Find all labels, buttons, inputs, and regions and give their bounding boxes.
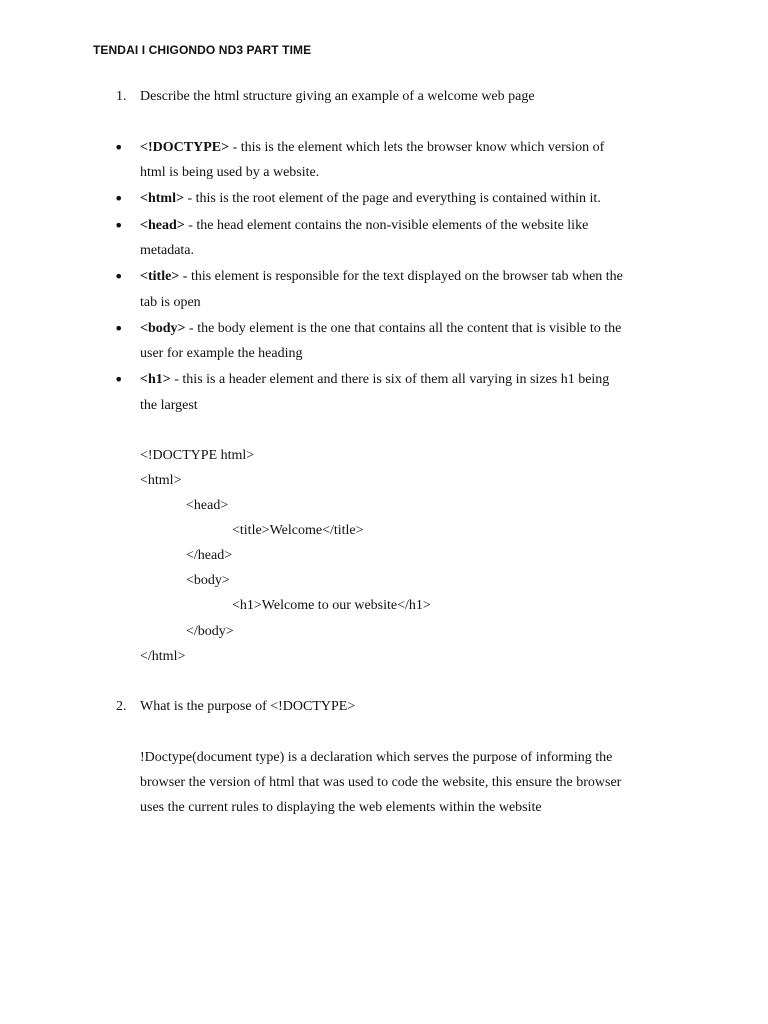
bullet-head-cont: metadata. — [140, 243, 195, 258]
bullet-body-cont: user for example the heading — [140, 346, 303, 361]
code-line: </html> — [140, 649, 186, 664]
bullet-tag: <html> — [140, 191, 184, 206]
bullet-h1-cont: the largest — [140, 398, 198, 413]
bullet-tag: <body> — [140, 321, 186, 336]
bullet-icon: • — [114, 319, 124, 338]
bullet-desc: - this is the element which lets the browser know which version of — [229, 140, 605, 155]
code-line: <h1>Welcome to our website</h1> — [232, 598, 431, 613]
bullet-icon: • — [114, 370, 124, 389]
question-2-text: What is the purpose of <!DOCTYPE> — [140, 699, 356, 714]
code-line: </head> — [186, 548, 233, 563]
bullet-doctype-cont: html is being used by a website. — [140, 165, 320, 180]
bullet-desc: - this is the root element of the page and everything is contained within it. — [183, 191, 601, 206]
code-line: <head> — [186, 498, 229, 513]
bullet-title-cont: tab is open — [140, 295, 201, 310]
bullet-desc: - the body element is the one that contains all the content that is visible to the — [185, 321, 622, 336]
bullet-head — [140, 217, 588, 235]
bullet-body — [140, 320, 621, 338]
answer-line: browser the version of html that was used to code the website, this ensure the browser — [140, 775, 622, 790]
code-line: <body> — [186, 573, 230, 588]
bullet-desc: - the head element contains the non-visible elements of the website like — [184, 218, 589, 233]
bullet-html — [140, 190, 601, 208]
bullet-tag: <head> — [140, 218, 185, 233]
code-line: <title>Welcome</title> — [232, 523, 364, 538]
answer-line: uses the current rules to displaying the web elements within the website — [140, 800, 542, 815]
bullet-desc: - this is a header element and there is six of them all varying in sizes h1 being — [170, 372, 610, 387]
answer-line: !Doctype(document type) is a declaration which serves the purpose of informing the — [140, 750, 613, 765]
code-line: <!DOCTYPE html> — [140, 448, 255, 463]
question-1-text: Describe the html structure giving an example of a welcome web page — [140, 89, 535, 104]
bullet-icon: • — [114, 138, 124, 157]
code-line: <html> — [140, 473, 182, 488]
bullet-icon: • — [114, 216, 124, 235]
code-line: </body> — [186, 624, 234, 639]
bullet-tag: <!DOCTYPE> — [140, 140, 230, 155]
bullet-tag: <h1> — [140, 372, 171, 387]
author-header: TENDAI I CHIGONDO ND3 PART TIME — [93, 43, 312, 57]
bullet-tag: <title> — [140, 269, 180, 284]
bullet-doctype — [140, 139, 604, 157]
bullet-title — [140, 268, 623, 286]
question-2-number: 2. — [116, 699, 127, 714]
bullet-icon: • — [114, 189, 124, 208]
bullet-icon: • — [114, 267, 124, 286]
bullet-h1 — [140, 371, 609, 389]
bullet-desc: - this element is responsible for the text displayed on the browser tab when the — [179, 269, 623, 284]
question-1-number: 1. — [116, 89, 127, 104]
